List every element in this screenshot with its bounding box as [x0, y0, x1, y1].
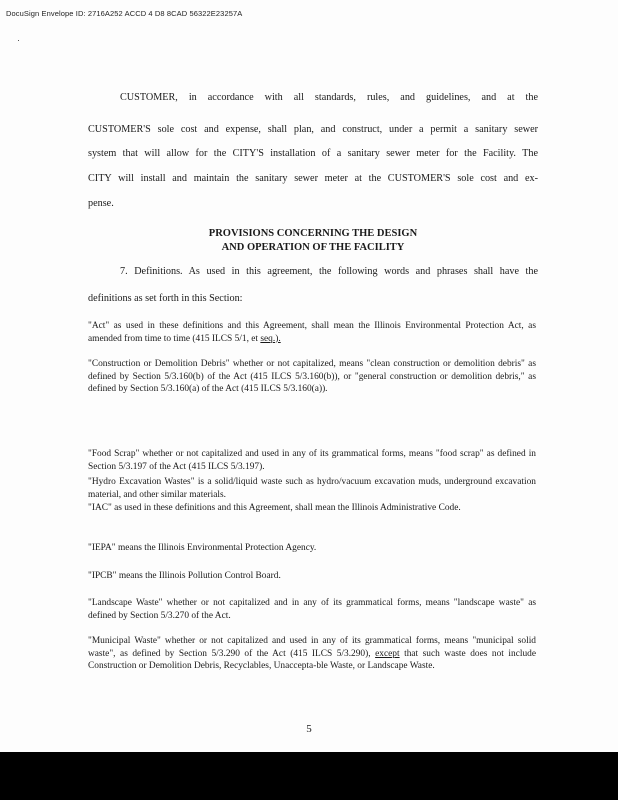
- definitions-intro-line1: 7. Definitions. As used in this agreement, the following words and phrases shall have the: [120, 266, 538, 277]
- intro-line: CUSTOMER, in accordance with all standards, rules, and guidelines, and at the: [120, 92, 538, 103]
- definition-municipal-except: except: [375, 648, 400, 659]
- section-heading-line2: AND OPERATION OF THE FACILITY: [221, 242, 405, 253]
- definition-municipal-before: "Municipal Waste" whether or not capitalized and used in any of its grammatical forms, means "municipal solid waste", as defined by Section 5/3.290 of the Act (415 ILCS 5/3.290),: [88, 636, 536, 659]
- intro-line: system that will allow for the CITY'S installation of a sanitary sewer meter for the Facility. The: [88, 148, 538, 159]
- definition-food-scrap: "Food Scrap" whether or not capitalized and used in any of its grammatical forms, means "food scrap" as defined in Section 5/3.197 of the Act (415 ILCS 5/3.197).: [88, 449, 536, 472]
- scan-bottom-bar: [0, 752, 618, 800]
- intro-line: CITY will install and maintain the sanitary sewer meter at the CUSTOMER'S sole cost and ex-: [88, 173, 538, 184]
- intro-line: pense.: [88, 198, 114, 209]
- definition-act-seq: seq.).: [260, 333, 281, 344]
- definition-hydro-excavation: "Hydro Excavation Wastes" is a solid/liquid waste such as hydro/vacuum excavation muds, underground excavation material, and other similar materials.: [88, 477, 536, 500]
- section-heading-line1: PROVISIONS CONCERNING THE DESIGN: [208, 228, 418, 239]
- intro-line: CUSTOMER'S sole cost and expense, shall plan, and construct, under a permit a sanitary sewer: [88, 124, 538, 135]
- definition-municipal-after: that such waste does not include Construction or Demolition Debris, Recyclables, Unaccepta-ble Waste, or Landscape Waste.: [88, 648, 536, 671]
- page-number: 5: [306, 723, 312, 735]
- definition-ipcb: "IPCB" means the Illinois Pollution Control Board.: [88, 571, 281, 581]
- docusign-envelope-id: DocuSign Envelope ID: 2716A252 ACCD 4 D8 8CAD 56322E23257A: [6, 9, 243, 18]
- definition-construction-demolition: "Construction or Demolition Debris" whether or not capitalized, means "clean construction or demolition debris" as defined by Section 5/3.160(b) of the Act (415 ILCS 5/3.160(b)), or "general construction or demolition debris," as defined by Section 5/3.160(a) of the Act (415 ILCS 5/3.160(a)).: [88, 359, 536, 394]
- definition-iac: "IAC" as used in these definitions and this Agreement, shall mean the Illinois Administrative Code.: [88, 503, 461, 513]
- definition-act-text: "Act" as used in these definitions and this Agreement, shall mean the Illinois Environmental Protection Act, as amended from time to time (415 ILCS 5/1, et: [88, 321, 536, 344]
- definition-municipal-waste: [88, 635, 536, 673]
- definition-act: [88, 320, 536, 345]
- scan-speck: [18, 40, 19, 41]
- definition-iepa: "IEPA" means the Illinois Environmental Protection Agency.: [88, 543, 317, 553]
- definitions-intro-line2: definitions as set forth in this Section:: [88, 293, 243, 304]
- definition-landscape-waste: "Landscape Waste" whether or not capitalized and in any of its grammatical forms, means "landscape waste" as defined by Section 5/3.270 of the Act.: [88, 598, 536, 621]
